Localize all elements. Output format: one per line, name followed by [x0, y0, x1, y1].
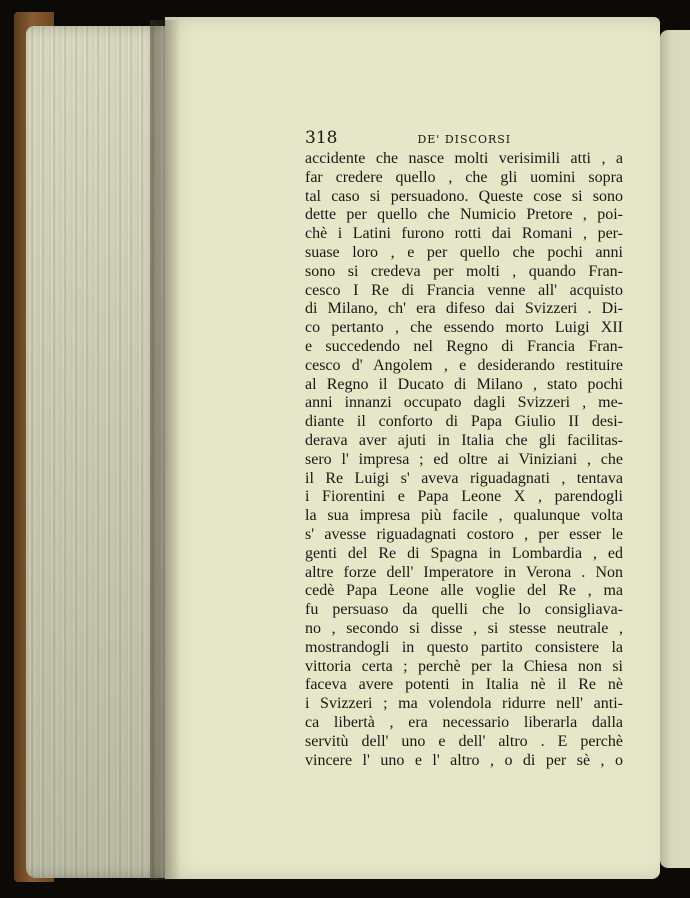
- text-line: altre forze dell' Imperatore in Verona . Non: [305, 563, 623, 581]
- text-line: no , secondo si disse , si stesse neutrale ,: [305, 619, 623, 637]
- text-line: al Regno il Ducato di Milano , stato pochi: [305, 375, 623, 393]
- body-text: [305, 150, 623, 770]
- text-line: fu persuaso da quelli che lo consigliava-: [305, 601, 623, 619]
- page-text-block: [305, 127, 623, 770]
- text-line: genti del Re di Spagna in Lombardia , ed: [305, 544, 623, 562]
- text-line: suase loro , e per quello che pochi anni: [305, 243, 623, 261]
- text-line: il Re Luigi s' aveva riguadagnati , tentava: [305, 469, 623, 487]
- facing-page-edge: [660, 30, 690, 868]
- text-line: derava aver ajuti in Italia che gli facilitas-: [305, 431, 623, 449]
- text-line: i Svizzeri ; ma volendola ridurre nell' anti-: [305, 695, 623, 713]
- text-line: i Fiorentini e Papa Leone X , parendogli: [305, 488, 623, 506]
- text-line: cesco d' Angolem , e desiderando restituire: [305, 356, 623, 374]
- text-line: la sua impresa più facile , qualunque volta: [305, 507, 623, 525]
- text-line: co pertanto , che essendo morto Luigi XII: [305, 319, 623, 337]
- text-line: sono si credeva per molti , quando Fran-: [305, 262, 623, 280]
- text-line: vittoria certa ; perchè per la Chiesa non si: [305, 657, 623, 675]
- running-head-title: DE' DISCORSI: [417, 133, 512, 146]
- text-line: s' avesse riguadagnati costoro , per esser le: [305, 525, 623, 543]
- text-line: di Milano, ch' era difeso dai Svizzeri . Di-: [305, 300, 623, 318]
- text-line: dette per quello che Numicio Pretore , poi-: [305, 206, 623, 224]
- text-line: accidente che nasce molti verisimili atti , a: [305, 150, 623, 167]
- text-line: e succedendo nel Regno di Francia Fran-: [305, 337, 623, 355]
- text-line: cedè Papa Leone alle voglie del Re , ma: [305, 582, 623, 600]
- text-line: sero l' impresa ; ed oltre ai Viniziani , che: [305, 450, 623, 468]
- text-line: diante il conforto di Papa Giulio II desi-: [305, 413, 623, 431]
- text-line: vincere l' uno e l' altro , o di per sè , o: [305, 751, 623, 769]
- text-line: far credere quello , che gli uomini sopra: [305, 168, 623, 186]
- text-line: servitù dell' uno e dell' altro . E perchè: [305, 732, 623, 750]
- text-line: cesco I Re di Francia venne all' acquisto: [305, 281, 623, 299]
- text-line: chè i Latini furono rotti dai Romani , per-: [305, 225, 623, 243]
- text-line: mostrandogli in questo partito consistere la: [305, 638, 623, 656]
- text-line: tal caso si persuadono. Queste cose si sono: [305, 187, 623, 205]
- text-line: anni innanzi occupato dagli Svizzeri , me-: [305, 394, 623, 412]
- text-line: faceva avere potenti in Italia nè il Re nè: [305, 676, 623, 694]
- page-gutter-shadow: [150, 20, 180, 880]
- text-line: ca libertà , era necessario liberarla dalla: [305, 713, 623, 731]
- page-number: 318: [305, 128, 338, 148]
- running-head: [305, 127, 623, 149]
